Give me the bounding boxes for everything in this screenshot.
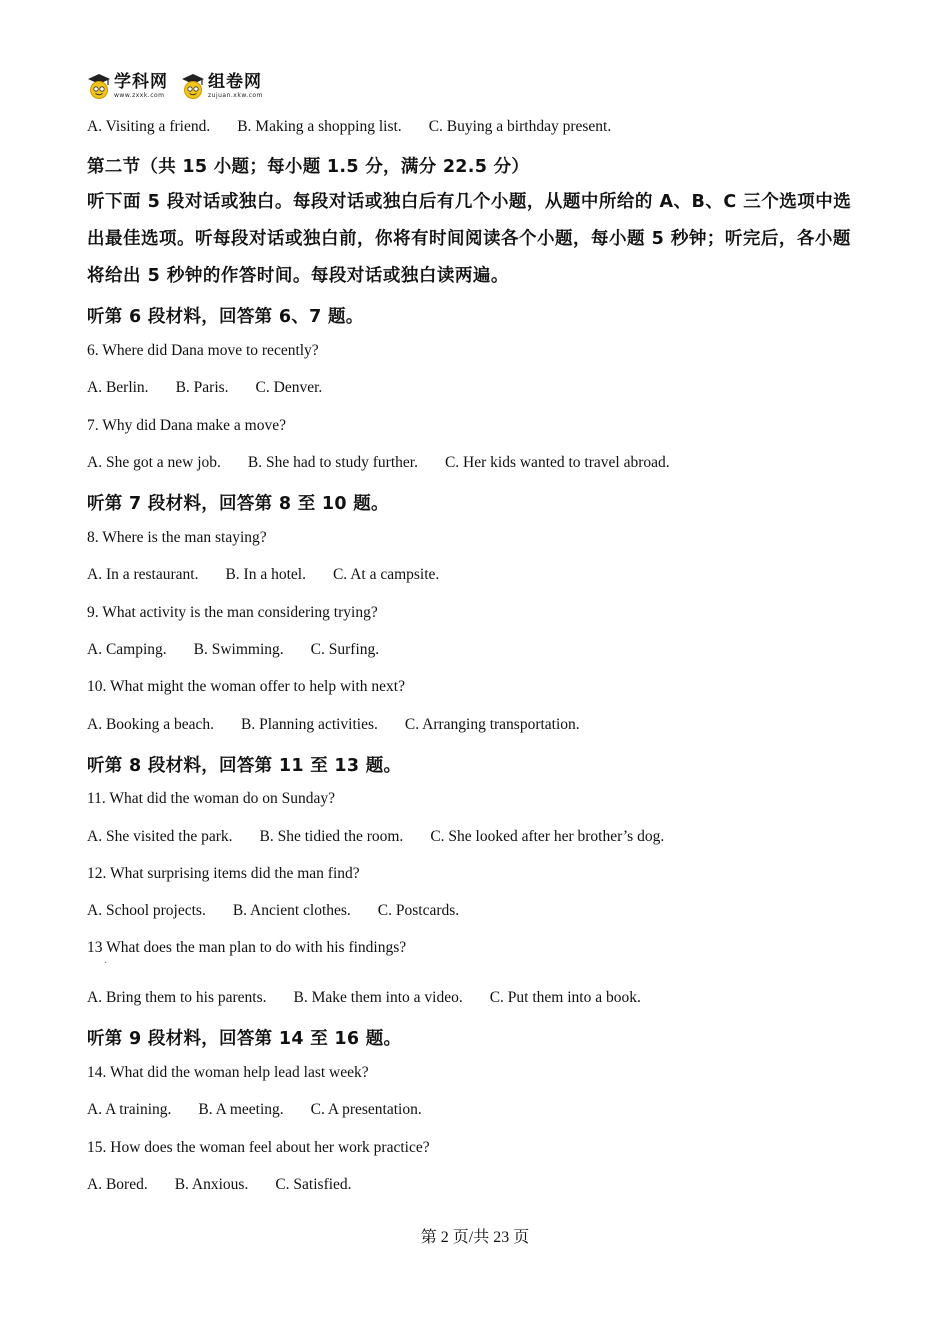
logo-url: www.zxxk.com	[114, 92, 165, 99]
question-options	[87, 641, 406, 659]
zujuan-logo	[180, 72, 263, 100]
group-heading: 听第 8 段材料，回答第 11 至 13 题。	[87, 756, 402, 776]
answer-option: B. Planning activities.	[240, 716, 378, 733]
question-options	[87, 828, 691, 846]
group-heading: 听第 6 段材料，回答第 6、7 题。	[87, 307, 364, 327]
answer-option: B. Paris.	[175, 379, 229, 396]
question-text: 6. Where did Dana move to recently?	[87, 342, 319, 359]
header-logos	[86, 72, 275, 104]
question-options	[87, 379, 349, 397]
question-options	[87, 1176, 379, 1194]
question-options	[87, 566, 466, 584]
answer-option: A. Bring them to his parents.	[87, 989, 267, 1006]
group-heading: 听第 7 段材料，回答第 8 至 10 题。	[87, 494, 389, 514]
page-number: 第 2 页/共 23 页	[420, 1229, 530, 1246]
answer-option: B. Make them into a video.	[293, 989, 463, 1006]
section-title: 第二节（共 15 小题；每小题 1.5 分，满分 22.5 分）	[87, 157, 530, 177]
question-options	[87, 902, 486, 920]
question-text: 10. What might the woman offer to help with next?	[87, 678, 405, 695]
question-text: 9. What activity is the man considering trying?	[87, 604, 378, 621]
answer-option: C. Postcards.	[377, 902, 460, 919]
answer-option: B. A meeting.	[198, 1101, 284, 1118]
answer-option: C. Put them into a book.	[489, 989, 641, 1006]
question-text: 14. What did the woman help lead last week?	[87, 1064, 369, 1081]
answer-option: A. Berlin.	[87, 379, 149, 396]
answer-option: C. She looked after her brother’s dog.	[430, 828, 665, 845]
answer-option: C. A presentation.	[310, 1101, 422, 1118]
answer-option: A. Bored.	[87, 1176, 148, 1193]
answer-option: C. Arranging transportation.	[404, 716, 580, 733]
answer-option: B. Anxious.	[174, 1176, 249, 1193]
graduate-cap-icon	[86, 72, 112, 100]
answer-option: A. In a restaurant.	[87, 566, 199, 583]
section-instructions: 听下面 5 段对话或独白。每段对话或独白后有几个小题，从题中所给的 A、B、C 三个选项中选出最佳选项。听每段对话或独白前，你将有时间阅读各个小题，每小题 5 秒钟；听完后，各小题将给出 5 秒钟的作答时间。每段对话或独白读两遍。	[87, 192, 852, 286]
graduate-cap-icon	[180, 72, 206, 100]
question-options	[87, 989, 668, 1007]
answer-option: C. Buying a birthday present.	[428, 118, 612, 135]
group-heading: 听第 9 段材料，回答第 14 至 16 题。	[87, 1029, 402, 1049]
answer-option: C. Satisfied.	[275, 1176, 352, 1193]
question-options	[87, 454, 697, 472]
question-text: 8. Where is the man staying?	[87, 529, 267, 546]
answer-option: C. Surfing.	[310, 641, 380, 658]
answer-option: C. At a campsite.	[332, 566, 440, 583]
answer-option: B. Ancient clothes.	[232, 902, 351, 919]
answer-option: B. In a hotel.	[225, 566, 306, 583]
q5-options	[87, 118, 638, 136]
answer-option: C. Denver.	[255, 379, 323, 396]
answer-option: A. Camping.	[87, 641, 167, 658]
question-text: 12. What surprising items did the man find?	[87, 865, 360, 882]
question-options	[87, 1101, 449, 1119]
answer-option: A. She got a new job.	[87, 454, 221, 471]
answer-option: A. A training.	[87, 1101, 172, 1118]
question-text: 7. Why did Dana make a move?	[87, 417, 286, 434]
answer-option: B. Swimming.	[193, 641, 284, 658]
answer-option: B. She had to study further.	[247, 454, 418, 471]
logo-name: 学科网	[114, 72, 168, 92]
answer-option: B. Making a shopping list.	[237, 118, 402, 135]
answer-option: A. Visiting a friend.	[87, 118, 211, 135]
question-text: 13 What does the man plan to do with his findings?	[87, 939, 407, 956]
answer-option: A. Booking a beach.	[87, 716, 214, 733]
logo-name: 组卷网	[208, 72, 262, 92]
zxxk-logo	[86, 72, 168, 100]
answer-option: B. She tidied the room.	[259, 828, 404, 845]
answer-option: A. School projects.	[87, 902, 206, 919]
answer-option: C. Her kids wanted to travel abroad.	[444, 454, 670, 471]
question-text: 15. How does the woman feel about her work practice?	[87, 1139, 430, 1156]
logo-url: zujuan.xkw.com	[208, 92, 263, 99]
question-text: 11. What did the woman do on Sunday?	[87, 790, 335, 807]
question-options	[87, 716, 607, 734]
stray-mark: ·	[104, 958, 108, 969]
answer-option: A. She visited the park.	[87, 828, 233, 845]
